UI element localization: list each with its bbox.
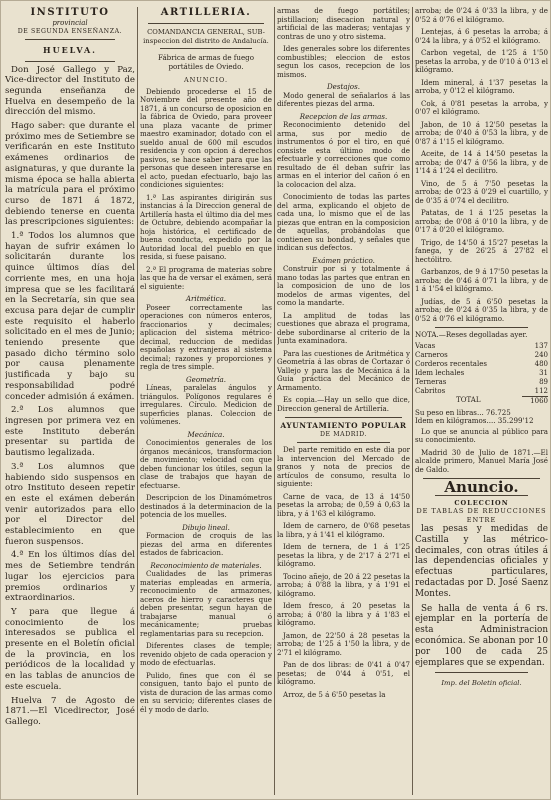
reses-value: 31	[539, 368, 548, 377]
peso-line: Idem en kilógramos.... 35.299'12	[415, 416, 534, 425]
paragraph: Conocimiento de todas las partes del arma, explicando el objeto de cada una, lo mismo que el de las piezas que entran en la composicion de aquellas, probándolas que contienen su bondad, y señales que indican sus defectos.	[277, 192, 410, 252]
paragraph: armas de fuego portátiles; pistillacion; disecacion natural y artificial de las maderas; ventajas y contras de uno y otro sistema.	[277, 7, 410, 41]
column-rule	[137, 7, 138, 795]
paragraph: La amplitud de todas las cuestiones que abraza el programa, debe subordinarse al criterio de la Junta examinadora.	[277, 310, 410, 345]
divider	[25, 39, 115, 40]
anuncio-body	[415, 524, 548, 668]
reses-value: 240	[534, 350, 548, 359]
paragraph: Y para que llegue á conocimiento de los interesados se publica el presente en el Boletín oficial de la provincia, en los periódicos de la localidad y en las tablas de anuncios de este escuela.	[5, 606, 135, 692]
paragraph: las pesas y medidas de Castilla y las métrico-decimales, con otras útiles á las dependencias oficiales y efectuas particulares, redactadas por D. José Saenz Montes.	[415, 524, 548, 599]
paragraph: 1.ª Las aspirantes dirigirán sus instancias á la Direccion general de Artillería hasta el último dia del mes de Octubre, debiendo acompañar la hoja histórica, el certificado de buena conducta, expedido por la Autoridad local del pueblo en que resida, si fuese paisano.	[140, 192, 272, 261]
intro: Fábrica de armas de fuego portátiles de Oviedo.	[158, 53, 254, 71]
paragraph: Poseer correctamente las operaciones con números enteros, fraccionarios y decimales; aplicacion del sistema métrico-decimal, reduccion de medidas españolas y extranjeras al sistema decimal; razones y proporciones y regla de tres simple.	[140, 302, 272, 371]
paragraph: Debiendo procederse el 15 de Noviembre del presente año de 1871, á un concurso de oposicion en la fábrica de Oviedo, para proveer una plaza vacante de primer maestro examinador, dotado con el sueldo anual de 600 mil escudos residencia y con opcion á derechos pasivos, se hace saber para que las personas que deseen interesarse en el acto, puedan efectuarlo, bajo las condiciones siguientes:	[140, 86, 272, 189]
paragraph: Modo general de señalarlos á las diferentes piezas del arma.	[277, 90, 410, 108]
subsection-title: Exámen práctico.	[312, 255, 375, 265]
divider	[285, 417, 402, 418]
subsection-title: Mecánica.	[187, 429, 225, 439]
table-row	[415, 360, 548, 369]
reses-name: Cabritos	[415, 386, 446, 395]
paragraph: Se halla de venta á 6 rs. ejemplar en la portería de esta Administracion económica. Se abonan por 10 por 100 de cada 25 ejemplares que se expendan.	[415, 603, 548, 668]
price-entry: Arroz, de 5 á 6'50 pesetas la	[283, 689, 386, 699]
reses-name: Terneras	[415, 377, 447, 386]
paragraph: 3.ª Los alumnos que habiendo sido suspensos en otro Instituto deseen repetir en este el exámen deberán venir autorizados para ello por el Director del establecimiento en que fueron suspensos.	[5, 461, 135, 547]
divider	[25, 61, 115, 62]
price-entry: Idem mineral, á 1'37 pesetas la arroba, y 0'12 el kilógramo.	[415, 77, 548, 95]
paragraph: Líneas, paralelas ángulos y triángulos. Polígonos regulares é irregulares. Círculo. Medicion de superficies planas. Coleccion de volúmenes.	[140, 383, 272, 426]
price-entry: arroba; de 0'24 á 0'33 la libra, y de 0'52 á 0'76 el kilógramo.	[415, 7, 548, 24]
imprint: Imp. del Boletin oficial.	[441, 679, 522, 688]
paragraph: 1.ª Todos los alumnos que hayan de sufrir exámen lo solicitarán durante los quince últimos días del corriente mes, en una hoja impresa que se les facilitará en la Secretaría, sin que sea excusa para dejar de cumplir este requisito el haberlo solicitado en el mes de Junio; teniendo presente que pasado dicho término solo por causa plenamente justificada y bajo su responsabilidad podré conceder admisión á exámen.	[5, 231, 135, 402]
price-entry: Trigo, de 14'50 á 15'27 pesetas la fanega, y de 26'25 á 27'82 el hectólitro.	[415, 237, 548, 264]
table-row	[415, 369, 548, 378]
subsection-title: Aritmética.	[185, 294, 227, 303]
table-row	[415, 342, 548, 351]
anuncio-label: ANUNCIO.	[183, 76, 229, 84]
paragraph: Lo que se anuncia al público para su conocimiento.	[415, 426, 548, 444]
divider	[435, 327, 528, 328]
subheader: DE MADRID.	[319, 430, 368, 438]
price-entry: Tocino añejo, de 20 á 22 pesetas la arroba; á 0'88 la libra, y á 1'91 el kilógramo.	[277, 571, 410, 598]
reses-name: Idem lechales	[415, 368, 465, 377]
total-value: 1060	[522, 396, 548, 406]
subsection-title: Recepcion de las armas.	[299, 111, 388, 121]
reses-name: Corderos recentales	[415, 359, 487, 368]
divider	[160, 48, 252, 49]
reses-name: Carneros	[415, 350, 448, 359]
paragraph: Reconocimiento detenido del arma, sus por medio de instrumentos ó por el tiro, en qué consiste esta último modo de efectuarle y correcciones que como resultado de él deban sufrir las armas en el interior del cañon ó en la colocacion del alza.	[277, 120, 410, 189]
total-label: TOTAL	[456, 396, 481, 405]
tablas-title: DE TABLAS DE REDUCCIONES	[416, 507, 547, 515]
paragraph: 4.ª En los últimos días del mes de Setiembre tendrán lugar los ejercicios para premios ordinarios y extraordinarios.	[5, 550, 135, 604]
price-entry: Patatas, de 1 á 1'25 pesetas la arroba; de 0'08 á 0'10 la libra, y de 0'17 á 0'20 el kilógramo.	[415, 208, 548, 234]
price-entry: Carbon vegetal, de 1'25 á 1'50 pesetas la arroba, y de 0'10 á 0'13 el kilógramo.	[415, 48, 548, 74]
table-row	[415, 387, 548, 397]
price-entry: Judías, de 5 á 6'50 pesetas la arroba; de 0'24 á 0'35 la libra, y de 0'52 á 0'76 el kilógramo.	[415, 296, 548, 323]
column-prices-anuncio	[415, 7, 548, 795]
paragraph: Formacion de croquis de las piezas del arma en diferentes estados de fabricacion.	[140, 531, 272, 557]
paragraph: Del parte remitido en este dia por la intervencion del Mercado de granos y nota de precios de artículos de consumo, resulta lo siguiente:	[277, 445, 410, 488]
divider	[435, 672, 528, 673]
column-rule	[412, 7, 413, 795]
paragraph: Es copia.—Hay un sello que dice, Direccion general de Artillería.	[277, 395, 410, 413]
price-entry: Jabon, de 10 á 12'50 pesetas la arroba; de 0'40 á 0'53 la libra, y de 0'87 á 1'15 el kilógramo.	[415, 119, 548, 146]
column-instituto	[5, 7, 135, 795]
subheader: COMANDANCIA GENERAL, SUB-inspeccion del distrito de Andalucía.	[143, 28, 269, 45]
divider	[297, 442, 390, 443]
paragraph: Pulido, fines que con él se consiguen, tanto bajo el punto de vista de duracion de las armas como en su servicio; diferentes clases de él y modo de darlo.	[140, 670, 272, 714]
subheader: DE SEGUNDA ENSEÑANZA.	[17, 27, 123, 35]
column-rule	[274, 7, 275, 795]
section-header-instituto: INSTITUTO	[30, 7, 110, 18]
paragraph: Conocimientos generales de los órganos mecánicos, transformacion de movimiento; velocidad con que deben funcionar los útiles, segun la clase de trabajos que hayan de efectuarse.	[140, 438, 272, 490]
price-entry: Idem de carnero, de 0'68 pesetas la libra, y á 1'41 el kilógramo.	[277, 521, 410, 539]
price-entry: Idem de ternera, de 1 á 1'25 pesetas la libra, y de 2'17 á 2'71 el kilógramo.	[277, 542, 410, 568]
price-entry: Jamon, de 22'50 á 28 pesetas la arroba; de 1'25 á 1'50 la libra, y de 2'71 el kilógramo.	[277, 630, 410, 657]
table-row	[415, 351, 548, 360]
anuncio-heading: Anuncio.	[444, 478, 519, 496]
paragraph: Descripcion de los Dinamómetros destinados á la determinacion de la potencia de los muelles.	[140, 493, 272, 519]
place-heading: HUELVA.	[43, 45, 97, 55]
price-entry: Vino, de 5 á 7'50 pesetas la arroba; de 0'23 á 0'29 el cuartillo, y de 0'35 á 0'74 el decilitro.	[415, 178, 548, 205]
subsection-title: Reconocimiento de materiales.	[150, 560, 262, 570]
subheader: provincial	[52, 19, 88, 27]
paragraph: 2.ª Los alumnos que ingresen por primera vez en este Instituto deberán presentar su partida de bautismo legalizada.	[5, 405, 135, 459]
reses-table	[415, 342, 548, 406]
subsection-title: Destajos.	[327, 82, 360, 91]
reses-value: 112	[534, 386, 548, 395]
paragraph: Cualidades de las primeras materias empleadas en armería, reconocimiento de armazones, aceros de hierro y caracteres que deben presentar, segun hayan de trabajarse manual ó mecánicamente; pruebas reglamentarias para su recepcion.	[140, 569, 272, 638]
paragraph: Hago saber: que durante el próximo mes de Setiembre se verificarán en este Instituto exámenes ordinarios de asignaturas, y que durante la misma época se halla abierta la matrícula para el próximo curso de 1871 á 1872, debiendo tenerse en cuenta las prescripciones siguientes:	[5, 121, 135, 228]
column-artilleria	[140, 7, 272, 795]
paragraph: Diferentes clases de temple; revenido objeto de cada operacion y modo de efectuarlas.	[140, 641, 272, 667]
price-entry: Aceite, de 14 á 14'50 pesetas la arroba; de 0'47 á 0'56 la libra, y de 1'14 á 1'24 el decilitro.	[415, 149, 548, 175]
reses-value: 89	[539, 377, 548, 386]
signature: Huelva 7 de Agosto de 1871.—El Vicedirector, José Gallego.	[5, 695, 135, 727]
paragraph: Ides generales sobre los diferentes combustibles; eleccion de estos segun los casos, recepcion de los mismos.	[277, 44, 410, 79]
section-header-artilleria: ARTILLERIA.	[160, 7, 252, 18]
price-entry: Pan de dos libras: de 0'41 á 0'47 pesetas; de 0'44 á 0'51, el kilógramo.	[277, 660, 410, 686]
peso-line: Su peso en libras... 76.725	[415, 407, 511, 417]
signature: Madrid 30 de Julio de 1871.—El alcalde primero, Manuel María José de Galdo.	[415, 447, 548, 474]
paragraph: Don José Gallego y Paz, Vice-director del Instituto de segunda enseñanza de Huelva en desempeño de la dirección del mismo.	[5, 64, 135, 118]
coleccion-title: COLECCION	[454, 498, 509, 507]
reses-name: Vacas	[415, 341, 436, 350]
price-entry: Garbanzos, de 9 á 17'50 pesetas la arroba; de 0'46 á 0'71 la libra, y de 1 á 1'54 el kilógramo.	[415, 267, 548, 293]
entre-label: ENTRE	[466, 515, 497, 524]
price-entry: Carne de vaca, de 13 á 14'50 pesetas la arroba; de 0,59 á 0,63 la libra, y á 1'63 el kilógramo.	[277, 491, 410, 518]
reses-value: 137	[534, 341, 548, 350]
paragraph: Construir por si y totalmente á mano todas las partes que entran en la composicion de uno de los modelos de armas vigentes, del como la mandarte.	[277, 264, 410, 307]
price-entry: Lentejas, á 6 pesetas la arroba; á 0'24 la libra, y á 0'52 el kilógramo.	[415, 27, 548, 45]
column-continued	[277, 7, 410, 795]
section-header-ayuntamiento: AYUNTAMIENTO POPULAR	[280, 421, 407, 430]
total-row	[415, 396, 548, 406]
nota: NOTA.—Reses degolladas ayer.	[415, 330, 528, 339]
table-row	[415, 378, 548, 387]
price-entry: Cok, á 0'81 pesetas la arroba, y 0'07 el kilógramo.	[415, 98, 548, 116]
article-body	[5, 65, 135, 728]
price-entry: Idem fresco, á 20 pesetas la arroba; á 0'80 la libra y á 1'83 el kilógramo.	[277, 601, 410, 627]
reses-value: 480	[534, 359, 548, 368]
paragraph: Para las cuestiones de Aritmética y Geometría á las obras de Cortazar ó Vallejo y para las de Mecánica á la Guia práctica del Mecánico de Armamento.	[277, 348, 410, 392]
subsection-title: Geometría.	[185, 374, 227, 384]
subsection-title: Dibujo lineal.	[182, 522, 230, 532]
paragraph: 2.ª El programa de materias sobre las que ha de versar el exámen, será el siguiente:	[140, 264, 272, 291]
divider	[148, 23, 264, 24]
